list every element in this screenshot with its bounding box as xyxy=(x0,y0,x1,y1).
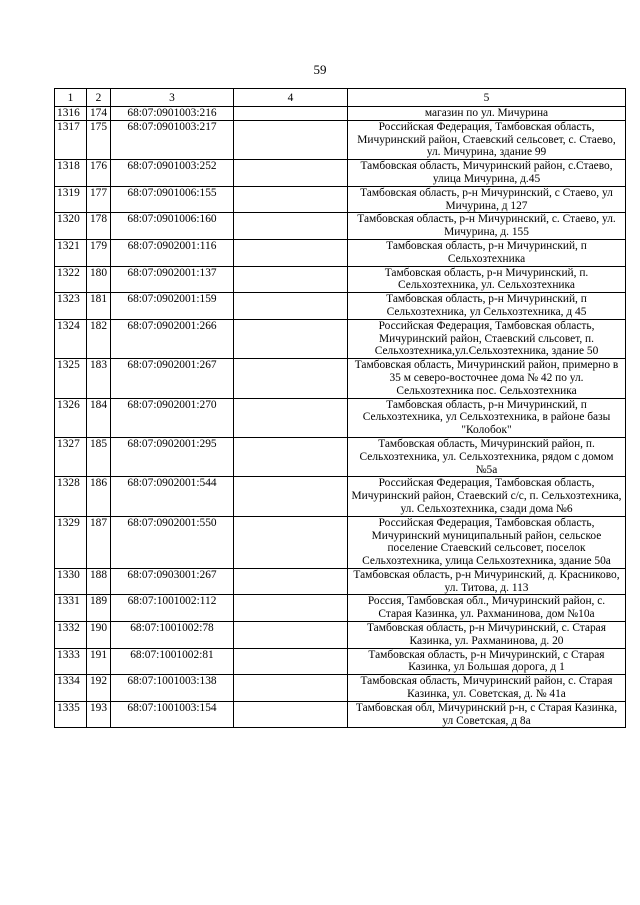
table-row xyxy=(55,186,626,213)
column-header-3: 3 xyxy=(111,89,234,107)
row-number-cell: 1327 xyxy=(55,437,87,476)
address-cell: Тамбовская область, р-н Мичуринский, с Стаево, ул Мичурина, д 127 xyxy=(348,186,626,213)
column-4-cell xyxy=(234,213,348,240)
address-cell: Тамбовская область, р-н Мичуринский, с. Старая Казинка, ул. Рахманинова, д. 20 xyxy=(348,622,626,649)
column-4-cell xyxy=(234,437,348,476)
table-row xyxy=(55,398,626,437)
cadastral-number-cell: 68:07:0902001:295 xyxy=(111,437,234,476)
column-4-cell xyxy=(234,293,348,320)
cadastral-number-cell: 68:07:0901003:216 xyxy=(111,107,234,121)
column-4-cell xyxy=(234,622,348,649)
row-sub-number-cell: 180 xyxy=(87,266,111,293)
row-sub-number-cell: 174 xyxy=(87,107,111,121)
address-cell: Российская Федерация, Тамбовская область, Мичуринский район, Стаевский сельсовет, с. Стаево, ул. Мичурина, здание 99 xyxy=(348,120,626,159)
row-sub-number-cell: 185 xyxy=(87,437,111,476)
cadastral-number-cell: 68:07:0901006:160 xyxy=(111,213,234,240)
table-row xyxy=(55,160,626,187)
row-sub-number-cell: 190 xyxy=(87,622,111,649)
row-number-cell: 1322 xyxy=(55,266,87,293)
row-sub-number-cell: 184 xyxy=(87,398,111,437)
column-4-cell xyxy=(234,648,348,675)
table-body xyxy=(55,107,626,728)
table-row xyxy=(55,319,626,358)
row-sub-number-cell: 176 xyxy=(87,160,111,187)
row-number-cell: 1334 xyxy=(55,675,87,702)
row-number-cell: 1317 xyxy=(55,120,87,159)
row-sub-number-cell: 179 xyxy=(87,239,111,266)
row-number-cell: 1318 xyxy=(55,160,87,187)
column-4-cell xyxy=(234,359,348,398)
table-row xyxy=(55,239,626,266)
cadastral-number-cell: 68:07:0902001:267 xyxy=(111,359,234,398)
column-4-cell xyxy=(234,701,348,728)
row-number-cell: 1324 xyxy=(55,319,87,358)
column-4-cell xyxy=(234,595,348,622)
row-sub-number-cell: 181 xyxy=(87,293,111,320)
row-number-cell: 1333 xyxy=(55,648,87,675)
row-sub-number-cell: 192 xyxy=(87,675,111,702)
column-4-cell xyxy=(234,239,348,266)
table-row xyxy=(55,516,626,568)
address-cell: Российская Федерация, Тамбовская область, Мичуринский муниципальный район, сельское поселение Стаевский сельсовет, поселок Сельхозтехника, улица Сельхозтехника, здание 50а xyxy=(348,516,626,568)
cadastral-number-cell: 68:07:1001002:112 xyxy=(111,595,234,622)
address-cell: Тамбовская область, р-н Мичуринский, п Сельхозтехника xyxy=(348,239,626,266)
table-row xyxy=(55,359,626,398)
cadastral-number-cell: 68:07:0902001:544 xyxy=(111,477,234,516)
row-number-cell: 1329 xyxy=(55,516,87,568)
row-number-cell: 1325 xyxy=(55,359,87,398)
row-number-cell: 1316 xyxy=(55,107,87,121)
registry-table xyxy=(54,88,626,728)
cadastral-number-cell: 68:07:0901006:155 xyxy=(111,186,234,213)
cadastral-number-cell: 68:07:1001003:154 xyxy=(111,701,234,728)
row-number-cell: 1323 xyxy=(55,293,87,320)
row-sub-number-cell: 189 xyxy=(87,595,111,622)
row-number-cell: 1330 xyxy=(55,568,87,595)
column-4-cell xyxy=(234,107,348,121)
row-number-cell: 1326 xyxy=(55,398,87,437)
address-cell: Тамбовская область, р-н Мичуринский, д. Красниково, ул. Титова, д. 113 xyxy=(348,568,626,595)
cadastral-number-cell: 68:07:0902001:266 xyxy=(111,319,234,358)
row-sub-number-cell: 187 xyxy=(87,516,111,568)
table-row xyxy=(55,595,626,622)
table-row xyxy=(55,648,626,675)
row-number-cell: 1320 xyxy=(55,213,87,240)
cadastral-number-cell: 68:07:0902001:116 xyxy=(111,239,234,266)
row-sub-number-cell: 182 xyxy=(87,319,111,358)
address-cell: Российская Федерация, Тамбовская область, Мичуринский район, Стаевский сльсовет, п. Сельхозтехника,ул.Сельхозтехника, здание 50 xyxy=(348,319,626,358)
cadastral-number-cell: 68:07:1001003:138 xyxy=(111,675,234,702)
address-cell: Тамбовская область, р-н Мичуринский, п. Сельхозтехника, ул. Сельхозтехника xyxy=(348,266,626,293)
cadastral-number-cell: 68:07:0901003:252 xyxy=(111,160,234,187)
row-sub-number-cell: 193 xyxy=(87,701,111,728)
column-header-2: 2 xyxy=(87,89,111,107)
row-number-cell: 1321 xyxy=(55,239,87,266)
column-4-cell xyxy=(234,160,348,187)
table-row xyxy=(55,568,626,595)
column-4-cell xyxy=(234,516,348,568)
address-cell: магазин по ул. Мичурина xyxy=(348,107,626,121)
row-number-cell: 1332 xyxy=(55,622,87,649)
row-sub-number-cell: 175 xyxy=(87,120,111,159)
address-cell: Тамбовская область, р-н Мичуринский, п Сельхозтехника, ул Сельхозтехника, д 45 xyxy=(348,293,626,320)
page-number: 59 xyxy=(313,62,327,77)
cadastral-number-cell: 68:07:0902001:270 xyxy=(111,398,234,437)
column-4-cell xyxy=(234,186,348,213)
address-cell: Тамбовская область, р-н Мичуринский, с Старая Казинка, ул Большая дорога, д 1 xyxy=(348,648,626,675)
cadastral-number-cell: 68:07:0901003:217 xyxy=(111,120,234,159)
table-row xyxy=(55,266,626,293)
table-row xyxy=(55,107,626,121)
row-number-cell: 1328 xyxy=(55,477,87,516)
row-sub-number-cell: 191 xyxy=(87,648,111,675)
table-row xyxy=(55,293,626,320)
row-sub-number-cell: 183 xyxy=(87,359,111,398)
address-cell: Тамбовская область, Мичуринский район, примерно в 35 м северо-восточнее дома № 42 по ул. Сельхозтехника пос. Сельхозтехника xyxy=(348,359,626,398)
cadastral-number-cell: 68:07:0902001:159 xyxy=(111,293,234,320)
row-sub-number-cell: 188 xyxy=(87,568,111,595)
cadastral-number-cell: 68:07:0902001:137 xyxy=(111,266,234,293)
table-row xyxy=(55,622,626,649)
address-cell: Российская Федерация, Тамбовская область, Мичуринский район, Стаевский с/с, п. Сельхозтехника, ул. Сельхозтехника, сзади дома №6 xyxy=(348,477,626,516)
table-header-row xyxy=(55,89,626,107)
cadastral-number-cell: 68:07:1001002:81 xyxy=(111,648,234,675)
table-row xyxy=(55,675,626,702)
row-number-cell: 1331 xyxy=(55,595,87,622)
row-number-cell: 1335 xyxy=(55,701,87,728)
cadastral-number-cell: 68:07:0903001:267 xyxy=(111,568,234,595)
column-4-cell xyxy=(234,319,348,358)
row-sub-number-cell: 177 xyxy=(87,186,111,213)
table-row xyxy=(55,120,626,159)
column-4-cell xyxy=(234,120,348,159)
address-cell: Тамбовская область, р-н Мичуринский, с. Стаево, ул. Мичурина, д. 155 xyxy=(348,213,626,240)
address-cell: Тамбовская область, Мичуринский район, с. Старая Казинка, ул. Советская, д. № 41а xyxy=(348,675,626,702)
row-sub-number-cell: 178 xyxy=(87,213,111,240)
column-4-cell xyxy=(234,398,348,437)
address-cell: Тамбовская область, Мичуринский район, п. Сельхозтехника, ул. Сельхозтехника, рядом с домом №5а xyxy=(348,437,626,476)
cadastral-number-cell: 68:07:1001002:78 xyxy=(111,622,234,649)
address-cell: Тамбовская обл, Мичуринский р-н, с Старая Казинка, ул Советская, д 8а xyxy=(348,701,626,728)
column-4-cell xyxy=(234,568,348,595)
address-cell: Россия, Тамбовская обл., Мичуринский район, с. Старая Казинка, ул. Рахманинова, дом №10а xyxy=(348,595,626,622)
address-cell: Тамбовская область, Мичуринский район, с.Стаево, улица Мичурина, д.45 xyxy=(348,160,626,187)
column-4-cell xyxy=(234,675,348,702)
table-row xyxy=(55,213,626,240)
address-cell: Тамбовская область, р-н Мичуринский, п Сельхозтехника, ул Сельхозтехника, в районе базы "Колобок" xyxy=(348,398,626,437)
table-row xyxy=(55,437,626,476)
row-number-cell: 1319 xyxy=(55,186,87,213)
column-4-cell xyxy=(234,477,348,516)
table-row xyxy=(55,477,626,516)
column-header-4: 4 xyxy=(234,89,348,107)
table-row xyxy=(55,701,626,728)
column-header-1: 1 xyxy=(55,89,87,107)
cadastral-number-cell: 68:07:0902001:550 xyxy=(111,516,234,568)
column-header-5: 5 xyxy=(348,89,626,107)
row-sub-number-cell: 186 xyxy=(87,477,111,516)
column-4-cell xyxy=(234,266,348,293)
